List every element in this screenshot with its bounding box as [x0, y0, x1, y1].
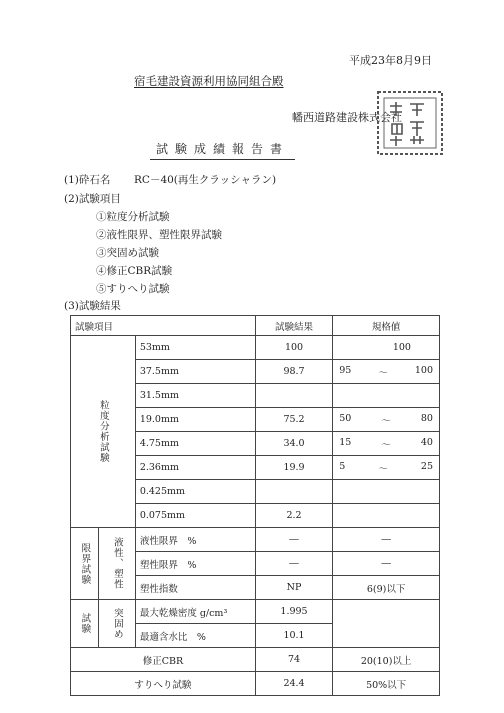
results-table	[70, 315, 440, 696]
grading-spec: 5 ～ 25	[333, 456, 440, 480]
grading-result: 98.7	[255, 360, 332, 384]
table-row	[71, 336, 440, 360]
limits-group-label-a: 限界試験	[71, 528, 99, 600]
grading-spec: 50 ～ 80	[333, 408, 440, 432]
grading-spec: 100	[333, 336, 440, 360]
compaction-name: 最適含水比 %	[135, 624, 255, 648]
compaction-result: 10.1	[255, 624, 332, 648]
grading-group-label: 粒度分析試験	[71, 336, 136, 528]
test-item-1: ①粒度分析試験	[96, 211, 170, 223]
document-date: 平成23年8月9日	[349, 54, 432, 67]
table-row	[71, 648, 440, 672]
header-result: 試験結果	[255, 316, 332, 336]
cbr-name: 修正CBR	[71, 648, 256, 672]
limits-name: 塑性限界 %	[135, 552, 255, 576]
cbr-spec: 20(10)以上	[333, 648, 440, 672]
document-title: 試験成績報告書	[150, 140, 295, 160]
compaction-group-label-b: 突固め	[98, 600, 135, 648]
sender-company: 幡西道路建設株式会社	[292, 111, 402, 124]
grading-size: 0.075mm	[135, 504, 255, 528]
limits-result: ―	[255, 552, 332, 576]
grading-result	[255, 384, 332, 408]
table-row	[71, 600, 440, 624]
grading-size: 37.5mm	[135, 360, 255, 384]
limits-result: NP	[255, 576, 332, 600]
cbr-result: 74	[255, 648, 332, 672]
limits-name: 液性限界 %	[135, 528, 255, 552]
grading-result: 34.0	[255, 432, 332, 456]
grading-result: 75.2	[255, 408, 332, 432]
limits-result: ―	[255, 528, 332, 552]
limits-spec: ―	[333, 528, 440, 552]
limits-spec: ―	[333, 552, 440, 576]
grading-size: 19.0mm	[135, 408, 255, 432]
limits-name: 塑性指数	[135, 576, 255, 600]
grading-spec	[333, 504, 440, 528]
grading-size: 31.5mm	[135, 384, 255, 408]
test-item-4: ④修正CBR試験	[96, 265, 173, 277]
section-1-label: (1)砕石名	[64, 174, 111, 186]
section-3-label: (3)試験結果	[64, 300, 121, 312]
grading-spec: 15 ～ 40	[333, 432, 440, 456]
abrasion-name: すりへり試験	[71, 672, 256, 696]
test-item-2: ②液性限界、塑性限界試験	[96, 229, 222, 241]
compaction-name: 最大乾燥密度 g/cm³	[135, 600, 255, 624]
abrasion-result: 24.4	[255, 672, 332, 696]
aggregate-name: RC－40(再生クラッシャラン)	[134, 174, 277, 186]
company-seal-icon	[374, 88, 446, 158]
compaction-spec	[333, 600, 440, 648]
grading-size: 0.425mm	[135, 480, 255, 504]
grading-spec: 95 ～ 100	[333, 360, 440, 384]
grading-size: 53mm	[135, 336, 255, 360]
grading-size: 4.75mm	[135, 432, 255, 456]
addressee: 宿毛建設資源利用協同組合殿	[134, 74, 284, 88]
compaction-group-label-a: 試験	[71, 600, 99, 648]
grading-spec	[333, 384, 440, 408]
grading-result: 19.9	[255, 456, 332, 480]
grading-result: 2.2	[255, 504, 332, 528]
section-2-label: (2)試験項目	[64, 193, 121, 205]
abrasion-spec: 50%以下	[333, 672, 440, 696]
grading-spec	[333, 480, 440, 504]
table-row	[71, 672, 440, 696]
table-row	[71, 528, 440, 552]
table-header-row	[71, 316, 440, 336]
header-test-item: 試験項目	[71, 316, 256, 336]
limits-spec: 6(9)以下	[333, 576, 440, 600]
compaction-result: 1.995	[255, 600, 332, 624]
grading-result: 100	[255, 336, 332, 360]
grading-result	[255, 480, 332, 504]
limits-group-label-b: 液性、塑性	[98, 528, 135, 600]
header-spec: 規格値	[333, 316, 440, 336]
test-item-3: ③突固め試験	[96, 247, 159, 259]
test-item-5: ⑤すりへり試験	[96, 283, 170, 295]
grading-size: 2.36mm	[135, 456, 255, 480]
